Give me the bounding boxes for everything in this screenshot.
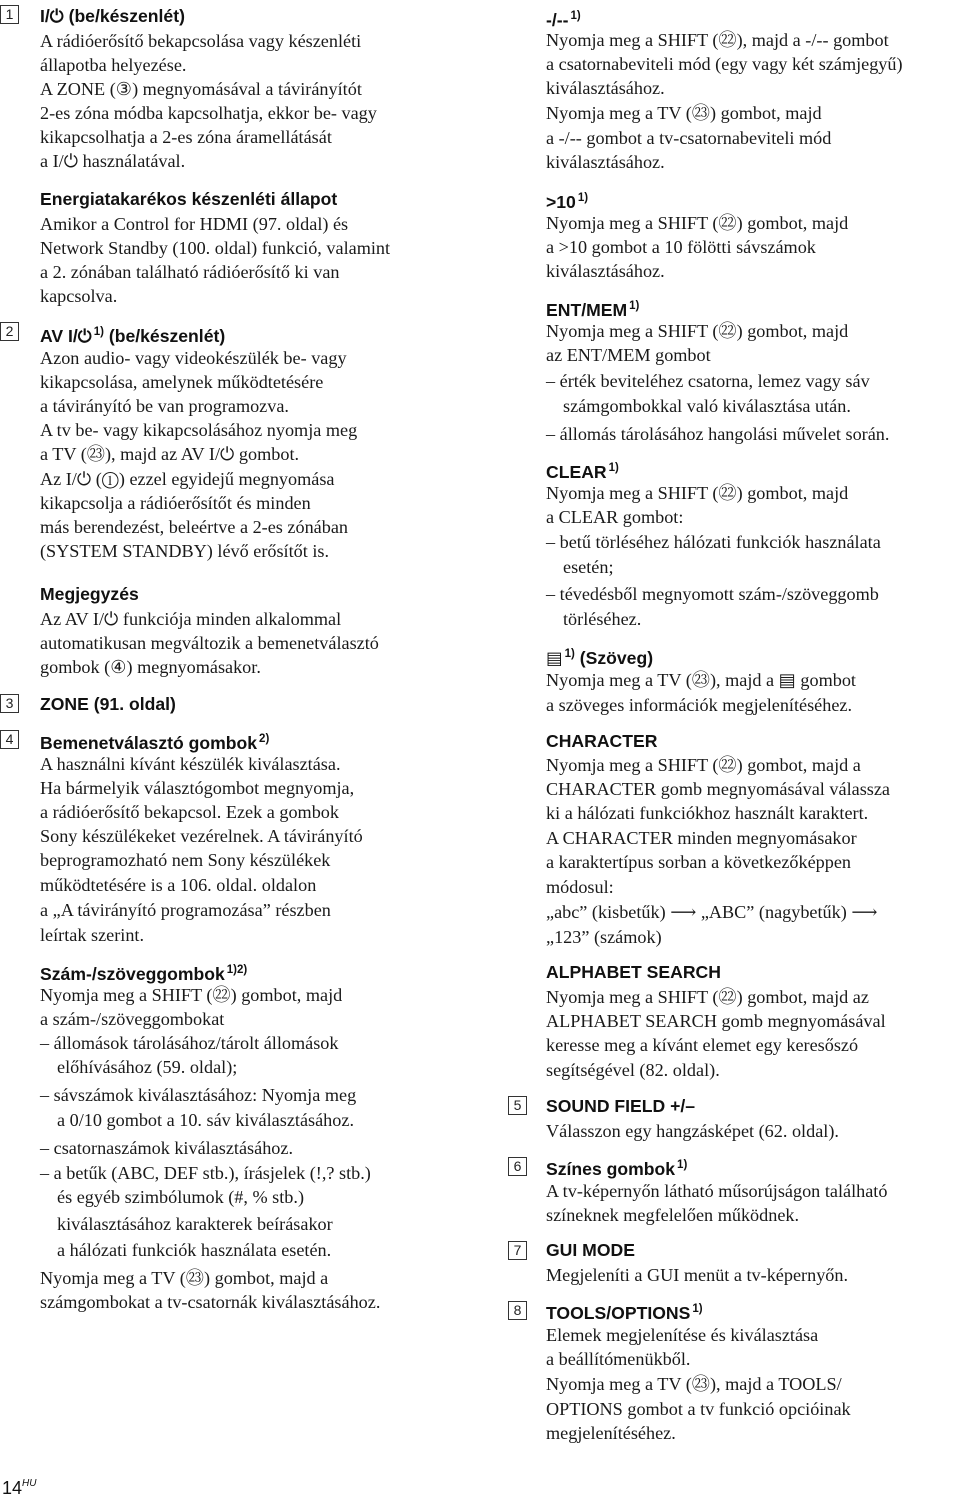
- line-text: – tévedésből megnyomott szám-/szöveggomb: [546, 584, 879, 604]
- text-line: [546, 582, 879, 606]
- line-text: OPTIONS gombot a tv funkció opcióinak: [546, 1399, 851, 1419]
- text-line: [546, 1203, 799, 1227]
- text-line: [546, 1033, 858, 1057]
- text-line: [40, 1161, 371, 1185]
- section-heading: [546, 294, 639, 322]
- line-text: kiválasztásához.: [546, 152, 665, 172]
- heading-suffix: (be/készenlét): [103, 326, 226, 346]
- line-text: a CLEAR gombot:: [546, 507, 684, 527]
- section-badge-3: 3: [0, 694, 19, 713]
- text-line: [546, 826, 857, 850]
- line-text: esetén;: [563, 557, 614, 577]
- text-line: [546, 777, 890, 801]
- line-text: Megjegyzés: [40, 584, 139, 604]
- text-line: [546, 150, 665, 174]
- text-line: [40, 29, 361, 53]
- line-text: a csatornabeviteli mód (egy vagy két számjegyű): [546, 54, 903, 74]
- line-text: CHARACTER: [546, 731, 658, 751]
- line-text: segítségével (82. oldal).: [546, 1060, 720, 1080]
- line-text: Nyomja meg a SHIFT (㉒) gombot, majd a: [546, 755, 861, 775]
- section-badge-4: 4: [0, 730, 19, 749]
- section-badge-5: 5: [508, 1096, 527, 1115]
- text-line: [40, 539, 329, 563]
- line-text: a 0/10 gombot a 10. sáv kiválasztásához.: [57, 1110, 354, 1130]
- footnote-marker: 1)2): [226, 964, 248, 976]
- text-line: [40, 467, 335, 491]
- footnote-marker: 1): [577, 192, 589, 204]
- line-text: Elemek megjelenítése és kiválasztása: [546, 1325, 819, 1345]
- text-line: [563, 607, 641, 631]
- text-line: [546, 319, 848, 343]
- text-line: [546, 259, 665, 283]
- text-line: [546, 753, 861, 777]
- text-line: [40, 848, 330, 872]
- text-line: [57, 1055, 237, 1079]
- footnote-marker: 1): [570, 10, 581, 22]
- page-number: [2, 1478, 36, 1499]
- line-text: Nyomja meg a SHIFT (㉒) gombot, majd: [546, 483, 849, 503]
- line-text: SOUND FIELD +/–: [546, 1096, 696, 1116]
- line-text: a -/-- gombot a tv-csatornabeviteli mód: [546, 128, 832, 148]
- text-line: [546, 1323, 818, 1347]
- text-line: [40, 1007, 224, 1031]
- line-text: leírtak szerint.: [40, 925, 145, 945]
- text-line: [40, 1136, 293, 1160]
- text-line: [546, 52, 903, 76]
- page-region-code: HU: [22, 1478, 37, 1489]
- line-text: automatikusan megváltozik a bemenetválasztó: [40, 633, 379, 653]
- line-text: kapcsolva.: [40, 286, 118, 306]
- text-line: [57, 1108, 354, 1132]
- line-text: ALPHABET SEARCH: [546, 962, 721, 982]
- footnote-marker: 1): [93, 326, 104, 338]
- footnote-marker: 1): [608, 462, 619, 474]
- line-text: Azon audio- vagy videokészülék be- vagy: [40, 348, 347, 368]
- text-line: [40, 212, 348, 236]
- section-heading: [546, 1297, 703, 1325]
- line-text: Nyomja meg a TV (㉓), majd a ▤ gombot: [546, 670, 856, 690]
- text-line: [57, 1212, 333, 1236]
- line-text: CLEAR: [546, 462, 607, 482]
- line-text: a karaktertípus sorban a következőképpen: [546, 852, 852, 872]
- section-badge-2: 2: [0, 322, 19, 341]
- text-line: [40, 1083, 356, 1107]
- line-text: Az I/⏻ (①) ezzel egyidejű megnyomása: [40, 469, 335, 489]
- line-text: a távirányító be van programozva.: [40, 396, 289, 416]
- line-text: Nyomja meg a SHIFT (㉒) gombot, majd az: [546, 987, 869, 1007]
- line-text: Nyomja meg a SHIFT (㉒) gombot, majd: [546, 213, 849, 233]
- line-text: Az AV I/⏻ funkciója minden alkalommal: [40, 609, 342, 629]
- line-text: Energiatakarékos készenléti állapot: [40, 189, 338, 209]
- line-text: – állomás tárolásához hangolási művelet során.: [546, 424, 890, 444]
- line-text: kikapcsolhatja a 2-es zóna áramellátását: [40, 127, 332, 147]
- text-line: [546, 850, 851, 874]
- text-line: [546, 925, 662, 949]
- text-line: [40, 77, 362, 101]
- line-text: ALPHABET SEARCH gomb megnyomásával: [546, 1011, 886, 1031]
- text-line: [563, 394, 851, 418]
- footnote-marker: 1): [677, 1159, 688, 1171]
- text-line: [546, 1347, 690, 1371]
- line-text: Bemenetválasztó gombok: [40, 733, 258, 753]
- section-heading: [546, 1094, 695, 1118]
- line-text: a „A távirányító programozása” részben: [40, 900, 331, 920]
- text-line: [40, 1290, 380, 1314]
- line-text: a TV (㉓), majd az AV I/⏻ gombot.: [40, 444, 300, 464]
- text-line: [40, 752, 341, 776]
- text-line: [546, 28, 889, 52]
- text-line: [40, 53, 186, 77]
- line-text: előhívásához (59. oldal);: [57, 1057, 238, 1077]
- line-text: a szám-/szöveggombokat: [40, 1009, 225, 1029]
- text-line: [40, 260, 339, 284]
- text-line: [546, 1179, 887, 1203]
- line-text: A ZONE (③) megnyomásával a távirányítót: [40, 79, 362, 99]
- section-heading: [546, 1238, 635, 1262]
- line-text: és egyéb szimbólumok (#, % stb.): [57, 1187, 305, 1207]
- line-text: működtetésére is a 106. oldal. oldalon: [40, 875, 317, 895]
- text-line: [40, 1031, 339, 1055]
- line-text: kiválasztásához.: [546, 78, 665, 98]
- line-text: Színes gombok: [546, 1159, 676, 1179]
- text-line: [546, 126, 831, 150]
- line-text: Network Standby (100. oldal) funkció, valamint: [40, 238, 391, 258]
- text-line: [40, 346, 347, 370]
- line-text: I/⏻ (be/készenlét): [40, 6, 185, 26]
- text-line: [40, 1266, 328, 1290]
- line-text: -/--: [546, 10, 569, 30]
- section-heading: [546, 960, 721, 984]
- line-text: Megjeleníti a GUI menüt a tv-képernyőn.: [546, 1265, 849, 1285]
- line-text: módosul:: [546, 877, 614, 897]
- heading-suffix: (Szöveg): [574, 648, 654, 668]
- text-line: [546, 530, 881, 554]
- text-line: [40, 607, 341, 631]
- section-badge-6: 6: [508, 1157, 527, 1176]
- line-text: Nyomja meg a SHIFT (㉒), majd a -/-- gombot: [546, 30, 889, 50]
- footnote-marker: 2): [259, 733, 270, 745]
- line-text: – a betűk (ABC, DEF stb.), írásjelek (!,? stb.): [40, 1163, 371, 1183]
- line-text: Nyomja meg a SHIFT (㉒) gombot, majd: [546, 321, 849, 341]
- line-text: – sávszámok kiválasztásához: Nyomja meg: [40, 1085, 357, 1105]
- text-line: [546, 505, 683, 529]
- section-heading: [40, 727, 269, 755]
- section-heading: [40, 320, 225, 348]
- line-text: a szöveges információk megjelenítéséhez.: [546, 695, 853, 715]
- footnote-marker: 1): [564, 648, 575, 660]
- line-text: gombok (④) megnyomásakor.: [40, 657, 261, 677]
- section-heading: [546, 186, 588, 214]
- line-text: a I/⏻ használatával.: [40, 151, 186, 171]
- line-text: keresse meg a kívánt elemet egy keresőszó: [546, 1035, 859, 1055]
- line-text: – betű törléséhez hálózati funkciók használata: [546, 532, 881, 552]
- line-text: – érték beviteléhez csatorna, lemez vagy sáv: [546, 371, 870, 391]
- line-text: Nyomja meg a SHIFT (㉒) gombot, majd: [40, 985, 343, 1005]
- footnote-marker: 1): [692, 1303, 703, 1315]
- text-line: [40, 898, 331, 922]
- text-line: [40, 491, 311, 515]
- text-line: [546, 1009, 886, 1033]
- line-text: Válasszon egy hangzásképet (62. oldal).: [546, 1121, 839, 1141]
- line-text: CHARACTER gomb megnyomásával válassza: [546, 779, 890, 799]
- text-line: [546, 1119, 839, 1143]
- section-badge-7: 7: [508, 1241, 527, 1260]
- text-line: [40, 655, 261, 679]
- section-heading: [40, 582, 139, 606]
- line-text: – állomások tárolásához/tárolt állomások: [40, 1033, 339, 1053]
- text-line: [40, 370, 323, 394]
- line-text: színeknek megfelelően működnek.: [546, 1205, 800, 1225]
- text-line: [40, 442, 299, 466]
- line-text: a 2. zónában található rádióerősítő ki van: [40, 262, 340, 282]
- line-text: Nyomja meg a TV (㉓) gombot, majd a: [40, 1268, 329, 1288]
- text-line: [40, 515, 348, 539]
- line-text: A rádióerősítő bekapcsolása vagy készenléti: [40, 31, 362, 51]
- line-text: 2-es zóna módba kapcsolhatja, ekkor be- vagy: [40, 103, 377, 123]
- line-text: megjelenítéséhez.: [546, 1423, 676, 1443]
- section-badge-8: 8: [508, 1301, 527, 1320]
- line-text: A tv-képernyőn látható műsorújságon található: [546, 1181, 888, 1201]
- section-heading: [40, 4, 185, 28]
- text-line: [546, 1058, 720, 1082]
- text-line: [57, 1185, 304, 1209]
- text-line: [40, 149, 185, 173]
- text-line: [40, 101, 377, 125]
- text-line: [546, 1263, 848, 1287]
- text-line: [546, 101, 822, 125]
- line-text: kikapcsolja a rádióerősítőt és minden: [40, 493, 311, 513]
- section-badge-1: 1: [0, 5, 19, 24]
- text-line: [40, 776, 354, 800]
- line-text: számgombokat a tv-csatornák kiválasztásához.: [40, 1292, 381, 1312]
- line-text: AV I/⏻: [40, 326, 92, 346]
- text-line: [546, 211, 848, 235]
- line-text: A használni kívánt készülék kiválasztása.: [40, 754, 341, 774]
- line-text: kiválasztásához karakterek beírásakor: [57, 1214, 333, 1234]
- line-text: GUI MODE: [546, 1240, 635, 1260]
- line-text: >10: [546, 192, 576, 212]
- line-text: – csatornaszámok kiválasztásához.: [40, 1138, 294, 1158]
- line-text: ZONE (91. oldal): [40, 694, 176, 714]
- line-text: törléséhez.: [563, 609, 642, 629]
- text-line: [546, 668, 856, 692]
- line-text: Amikor a Control for HDMI (97. oldal) és: [40, 214, 349, 234]
- footnote-marker: 1): [629, 300, 640, 312]
- line-text: Ha bármelyik választógombot megnyomja,: [40, 778, 355, 798]
- text-line: [40, 983, 342, 1007]
- text-line: [546, 481, 848, 505]
- page-number-value: 14: [2, 1478, 23, 1498]
- line-text: kiválasztásához.: [546, 261, 665, 281]
- text-line: [40, 418, 357, 442]
- section-heading: [546, 1153, 687, 1181]
- line-text: kikapcsolása, amelynek működtetésére: [40, 372, 324, 392]
- line-text: „123” (számok): [546, 927, 662, 947]
- line-text: a beállítómenükből.: [546, 1349, 691, 1369]
- text-line: [40, 923, 144, 947]
- line-text: a hálózati funkciók használata esetén.: [57, 1240, 332, 1260]
- text-line: [546, 801, 868, 825]
- line-text: Nyomja meg a TV (㉓), majd a TOOLS/: [546, 1374, 842, 1394]
- line-text: A tv be- vagy kikapcsolásához nyomja meg: [40, 420, 358, 440]
- line-text: ki a hálózati funkciókhoz használt karaktert.: [546, 803, 869, 823]
- line-text: TOOLS/OPTIONS: [546, 1303, 691, 1323]
- text-line: [546, 985, 869, 1009]
- text-line: [546, 875, 614, 899]
- text-line: [40, 631, 379, 655]
- section-heading: [40, 692, 176, 716]
- text-line: [546, 1421, 676, 1445]
- text-line: [546, 76, 665, 100]
- text-line: [40, 236, 390, 260]
- line-text: Sony készülékeket vezérelnek. A távirányító: [40, 826, 363, 846]
- text-line: [563, 555, 614, 579]
- text-line: [546, 1397, 851, 1421]
- line-text: „abc” (kisbetűk) ⟶ „ABC” (nagybetűk) ⟶: [546, 902, 878, 922]
- line-text: ▤: [546, 648, 563, 668]
- line-text: számgombokkal való kiválasztása után.: [563, 396, 851, 416]
- text-line: [40, 394, 289, 418]
- text-line: [546, 693, 852, 717]
- text-line: [546, 369, 870, 393]
- section-heading: [40, 958, 247, 986]
- text-line: [40, 284, 117, 308]
- line-text: állapotba helyezése.: [40, 55, 187, 75]
- line-text: beprogramozható nem Sony készülékek: [40, 850, 331, 870]
- line-text: a >10 gombot a 10 fölötti sávszámok: [546, 237, 816, 257]
- section-heading: [546, 642, 653, 670]
- line-text: ENT/MEM: [546, 300, 628, 320]
- text-line: [546, 235, 816, 259]
- text-line: [546, 900, 877, 924]
- text-line: [546, 1372, 842, 1396]
- section-heading: [40, 187, 337, 211]
- line-text: Szám-/szöveggombok: [40, 964, 225, 984]
- text-line: [40, 824, 363, 848]
- text-line: [40, 873, 316, 897]
- line-text: Nyomja meg a TV (㉓) gombot, majd: [546, 103, 822, 123]
- line-text: más berendezést, beleértve a 2-es zónában: [40, 517, 349, 537]
- text-line: [40, 800, 339, 824]
- line-text: (SYSTEM STANDBY) lévő erősítőt is.: [40, 541, 330, 561]
- section-heading: [546, 456, 619, 484]
- section-heading: [546, 729, 657, 753]
- line-text: a rádióerősítő bekapcsol. Ezek a gombok: [40, 802, 339, 822]
- line-text: A CHARACTER minden megnyomásakor: [546, 828, 857, 848]
- line-text: az ENT/MEM gombot: [546, 345, 711, 365]
- text-line: [546, 343, 711, 367]
- text-line: [57, 1238, 331, 1262]
- text-line: [40, 125, 332, 149]
- text-line: [546, 422, 889, 446]
